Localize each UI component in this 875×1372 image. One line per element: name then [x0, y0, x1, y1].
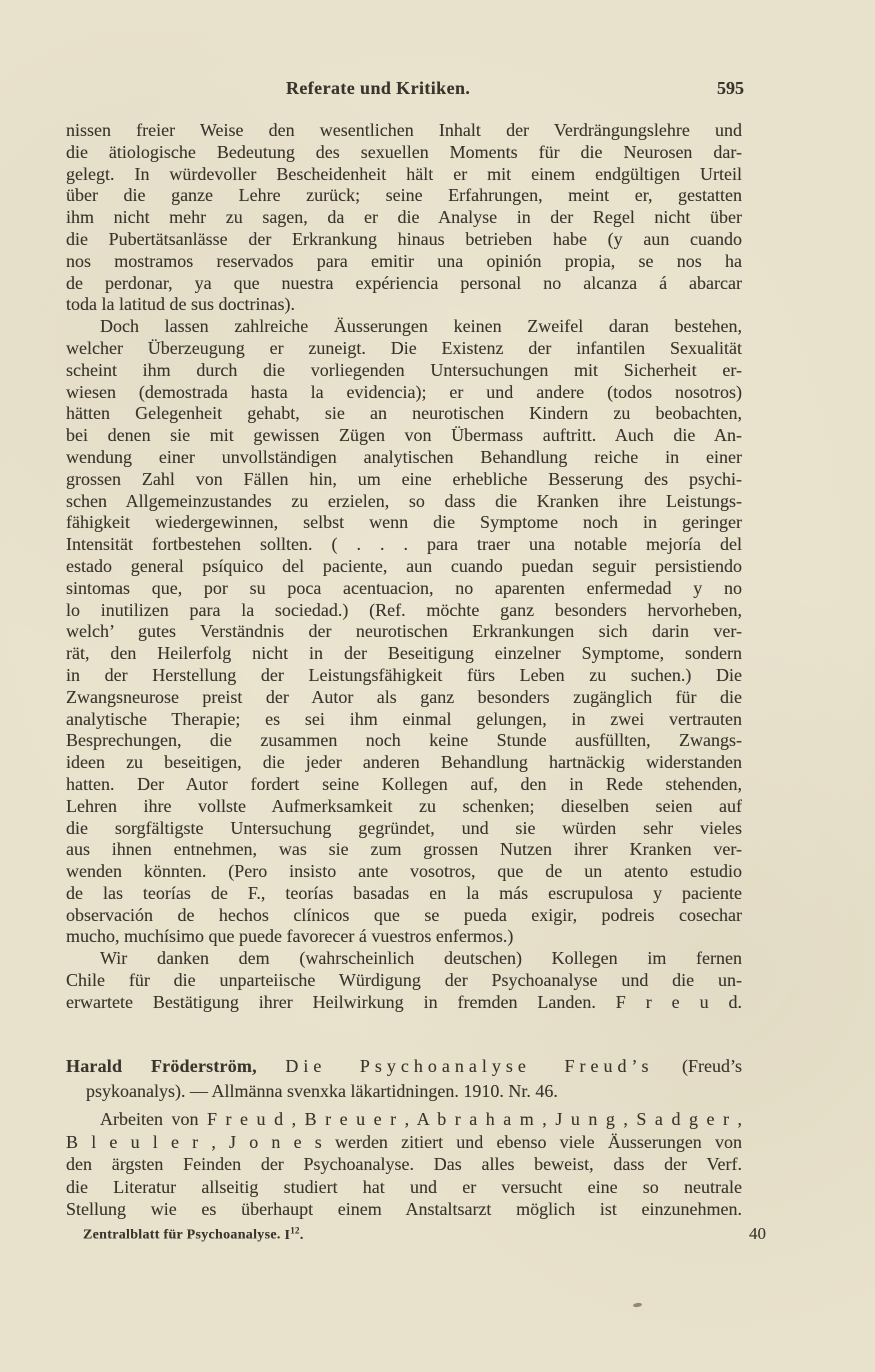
- text-line: über die ganze Lehre zurück; seine Erfahrungen, meint er, gestatten: [66, 185, 742, 206]
- text-line: wiesen (demostrada hasta la evidencia); er und andere (todos nosotros): [66, 381, 742, 402]
- text-line: observación de hechos clínicos que se pueda exigir, podreis cosechar: [66, 904, 742, 925]
- text-line: Wir danken dem (wahrscheinlich deutschen) Kollegen im fernen: [100, 948, 742, 969]
- paragraph-doch-lassen: [66, 316, 742, 948]
- text-line: de las teorías de F., teorías basadas en la más escrupulosa y paciente: [66, 882, 742, 903]
- review-entry-heading: [66, 1054, 742, 1104]
- text-line: lo inutilizen para la sociedad.) (Ref. möchte ganz besonders hervorheben,: [66, 599, 742, 620]
- text-line: hätten Gelegenheit gehabt, sie an neurotischen Kindern zu beobachten,: [66, 403, 742, 424]
- text-line: aus ihnen entnehmen, was sie zum grossen Nutzen ihrer Kranken ver-: [66, 839, 742, 860]
- running-head: [66, 78, 746, 104]
- text-line: die Pubertätsanlässe der Erkrankung hinaus betrieben habe (y aun cuando: [66, 228, 742, 249]
- review-paragraph: [66, 1108, 742, 1221]
- text-line: rät, den Heilerfolg nicht in der Beseitigung einzelner Symptome, sondern: [66, 643, 742, 664]
- entry-heading-line1: [66, 1054, 742, 1079]
- entry-title-suffix: (Freud’s: [682, 1056, 743, 1076]
- text-line: wenden könnten. (Pero insisto ante vosotros, que de un atento estudio: [66, 861, 742, 882]
- text-line: B l e u l e r , J o n e s werden zitiert und ebenso viele Äusserungen von: [66, 1131, 742, 1152]
- text-line: de perdonar, ya que nuestra expériencia personal no alcanza á abarcar: [66, 272, 742, 293]
- text-line: den ärgsten Feinden der Psychoanalyse. Das alles beweist, dass der Verf.: [66, 1154, 742, 1175]
- text-line: scheint ihm durch die vorliegenden Untersuchungen mit Sicherheit er-: [66, 359, 742, 380]
- text-line: Chile für die unparteiische Würdigung der Psychoanalyse und die un-: [66, 970, 742, 991]
- text-line: estado general psíquico del paciente, aun cuando puedan seguir persistiendo: [66, 555, 742, 576]
- text-line: ideen zu beseitigen, die jeder anderen Behandlung hartnäckig widerstanden: [66, 752, 742, 773]
- text-line: Lehren ihre vollste Aufmerksamkeit zu schenken; dieselben seien auf: [66, 795, 742, 816]
- text-line: schen Allgemeinzustandes zu erzielen, so dass die Kranken ihre Leistungs-: [66, 490, 742, 511]
- text-line: toda la latitud de sus doctrinas).: [66, 294, 295, 315]
- text-line: sintomas que, por su poca acentuacion, no aparenten enfermedad y no: [66, 577, 742, 598]
- entry-author: Harald Fröderström,: [66, 1056, 257, 1076]
- text-line: Zwangsneurose preist der Autor als ganz besonders zugänglich für die: [66, 686, 742, 707]
- text-line: in der Herstellung der Leistungsfähigkeit fürs Leben zu suchen.) Die: [66, 664, 742, 685]
- printers-signature: [83, 1225, 304, 1244]
- text-line: analytische Therapie; es sei ihm einmal gelungen, in zwei vertrauten: [66, 708, 742, 729]
- text-line: die sorgfältigste Untersuchung gegründet, und sie würden sehr vieles: [66, 817, 742, 838]
- signature-volume: $I^{12}$.: [284, 1225, 304, 1243]
- text-line: Stellung wie es überhaupt einem Anstaltsarzt möglich ist einzunehmen.: [66, 1199, 742, 1220]
- text-line: welch’ gutes Verständnis der neurotischen Erkrankungen sich darin ver-: [66, 621, 742, 642]
- text-line: bei denen sie mit gewissen Zügen von Übermass auftritt. Auch die An-: [66, 425, 742, 446]
- text-line: grossen Zahl von Fällen hin, um eine erhebliche Besserung des psychi-: [66, 468, 742, 489]
- page-footer: [66, 1224, 766, 1244]
- text-line: nissen freier Weise den wesentlichen Inhalt der Verdrängungslehre und: [66, 120, 742, 140]
- paragraph-arbeiten-von: [66, 1108, 742, 1221]
- text-line: die Literatur allseitig studiert hat und er versucht eine so neutrale: [66, 1176, 742, 1197]
- text-line: mucho, muchísimo que puede favorecer á vuestros enfermos.): [66, 926, 514, 947]
- signature-issue-superscript: 12: [290, 1225, 300, 1236]
- text-line: ihm nicht mehr zu sagen, da er die Analyse in der Regel nicht über: [66, 207, 742, 228]
- running-head-title: Referate und Kritiken.: [286, 78, 471, 98]
- text-line: hatten. Der Autor fordert seine Kollegen auf, den in Rede stehenden,: [66, 773, 742, 794]
- page-number: 595: [717, 78, 744, 98]
- text-line: Intensität fortbestehen sollten. ( . . . para traer una notable mejoría del: [66, 534, 742, 555]
- paragraph-wir-danken: [66, 948, 742, 1013]
- signature-journal-name: Zentralblatt für Psychoanalyse.: [83, 1228, 281, 1243]
- text-line: Besprechungen, die zusammen noch keine Stunde ausfüllten, Zwangs-: [66, 730, 742, 751]
- paragraph-continuation: [66, 120, 742, 316]
- text-line: nos mostramos reservados para emitir una opinión propia, se nos ha: [66, 250, 742, 271]
- review-body-text: [66, 120, 742, 1014]
- entry-title: Die Psychoanalyse Freud’s: [285, 1056, 654, 1076]
- text-line: fähigkeit wiedergewinnen, selbst wenn die Symptome noch in geringer: [66, 512, 742, 533]
- text-line: die ätiologische Bedeutung des sexuellen Moments für die Neurosen dar-: [66, 141, 742, 162]
- text-line: wendung einer unvollständigen analytischen Behandlung reiche in einer: [66, 446, 742, 467]
- text-line: Doch lassen zahlreiche Äusserungen keinen Zweifel daran bestehen,: [100, 316, 742, 337]
- paper-speck: [633, 1302, 642, 1307]
- text-line: erwartete Bestätigung ihrer Heilwirkung in fremden Landen. F r e u d.: [66, 991, 742, 1012]
- sheet-number: 40: [749, 1224, 766, 1243]
- text-line: gelegt. In würdevoller Bescheidenheit hält er mit einem endgültigen Urteil: [66, 163, 742, 184]
- entry-heading-source: psykoanalys). — Allmänna svenxka läkartidningen. 1910. Nr. 46.: [86, 1081, 558, 1101]
- text-line: Arbeiten von F r e u d , B r e u e r , A b r a h a m , J u n g , S a d g e r ,: [100, 1109, 742, 1129]
- text-line: welcher Überzeugung er zuneigt. Die Existenz der infantilen Sexualität: [66, 337, 742, 358]
